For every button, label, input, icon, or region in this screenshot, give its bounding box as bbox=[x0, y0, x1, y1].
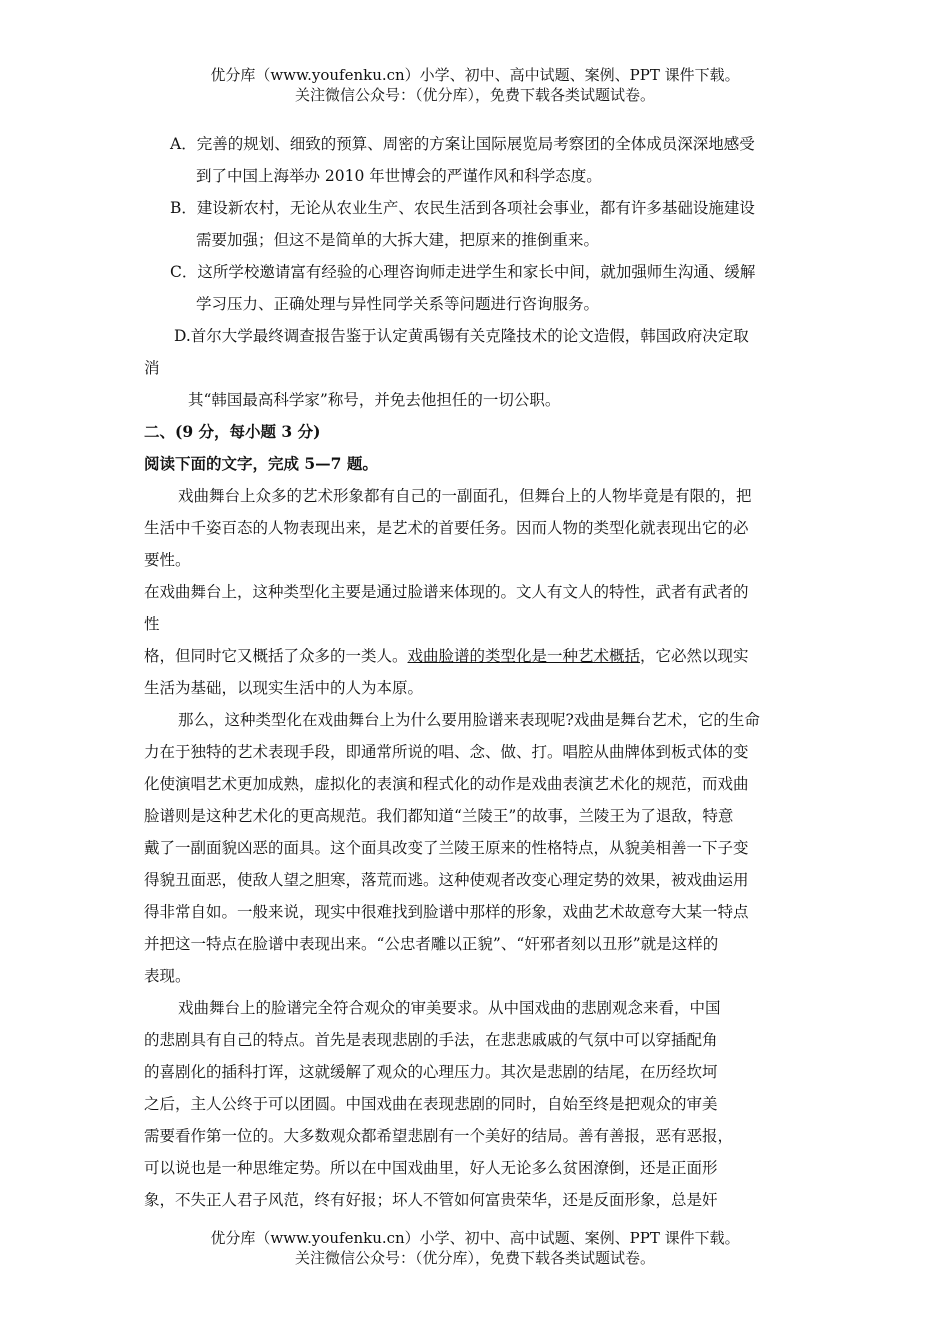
footer-line-1: 优分库（www.youfenku.cn）小学、初中、高中试题、案例、PPT 课件下载。 bbox=[210, 1229, 740, 1247]
option-a-line-1: 完善的规划、细致的预算、周密的方案让国际展览局考察团的全体成员深深地感受 bbox=[196, 135, 755, 153]
p3-line-8: 并把这一特点在脸谱中表现出来。“公忠者雕以正貌”、“奸邪者刻以丑形”就是这样的 bbox=[144, 935, 719, 953]
p4-line-3: 的喜剧化的插科打诨，这就缓解了观众的心理压力。其次是悲剧的结尾，在历经坎坷 bbox=[144, 1063, 718, 1081]
p1-line-1: 戏曲舞台上众多的艺术形象都有自己的一副面孔，但舞台上的人物毕竟是有限的，把 bbox=[178, 487, 752, 505]
p4-line-2: 的悲剧具有自己的特点。首先是表现悲剧的手法，在悲悲戚戚的气氛中可以穿插配角 bbox=[144, 1031, 718, 1049]
p3-line-1: 那么，这种类型化在戏曲舞台上为什么要用脸谱来表现呢?戏曲是舞台艺术，它的生命 bbox=[178, 711, 760, 729]
underlined-sentence: 戏曲脸谱的类型化是一种艺术概括 bbox=[407, 647, 641, 665]
p2-line-3 bbox=[144, 640, 810, 672]
option-c bbox=[144, 256, 810, 288]
header-line-1: 优分库（www.youfenku.cn）小学、初中、高中试题、案例、PPT 课件下载。 bbox=[210, 66, 740, 84]
option-b-label: B． bbox=[170, 199, 197, 217]
p1-line-2: 生活中千姿百态的人物表现出来，是艺术的首要任务。因而人物的类型化就表现出它的必 bbox=[144, 519, 749, 537]
p4-line-4: 之后，主人公终于可以团圆。中国戏曲在表现悲剧的同时，自始至终是把观众的审美 bbox=[144, 1095, 718, 1113]
footer-line-2: 关注微信公众号：（优分库），免费下载各类试题试卷。 bbox=[294, 1249, 655, 1267]
p3-line-2: 力在于独特的艺术表现手段，即通常所说的唱、念、做、打。唱腔从曲牌体到板式体的变 bbox=[144, 743, 749, 761]
p2-line-1: 在戏曲舞台上，这种类型化主要是通过脸谱来体现的。文人有文人的特性，武者有武者的 bbox=[144, 583, 749, 601]
option-b-line-2: 需要加强；但这不是简单的大拆大建，把原来的推倒重来。 bbox=[196, 231, 600, 249]
p4-line-1: 戏曲舞台上的脸谱完全符合观众的审美要求。从中国戏曲的悲剧观念来看，中国 bbox=[178, 999, 721, 1017]
option-b-line-1: 建设新农村，无论从农业生产、农民生活到各项社会事业，都有许多基础设施建设 bbox=[196, 199, 755, 217]
option-a bbox=[144, 128, 810, 160]
p3-line-7: 得非常自如。一般来说，现实中很难找到脸谱中那样的形象，戏曲艺术故意夸大某一特点 bbox=[144, 903, 749, 921]
page-header bbox=[0, 65, 950, 105]
option-b bbox=[144, 192, 810, 224]
p3-line-6: 得貌丑面恶，使敌人望之胆寒，落荒而逃。这种使观者改变心理定势的效果，被戏曲运用 bbox=[144, 871, 749, 889]
p3-line-3: 化使演唱艺术更加成熟，虚拟化的表演和程式化的动作是戏曲表演艺术化的规范，而戏曲 bbox=[144, 775, 749, 793]
p2-line-2: 性 bbox=[144, 615, 160, 633]
p2-line-4: 生活为基础，以现实生活中的人为本原。 bbox=[144, 679, 424, 697]
p4-line-5: 需要看作第一位的。大多数观众都希望悲剧有一个美好的结局。善有善报，恶有恶报， bbox=[144, 1127, 734, 1145]
option-c-line-2: 学习压力、正确处理与异性同学关系等问题进行咨询服务。 bbox=[196, 295, 600, 313]
p3-line-5: 戴了一副面貌凶恶的面具。这个面具改变了兰陵王原来的性格特点，从貌美相善一下子变 bbox=[144, 839, 749, 857]
option-d-line-1: D.首尔大学最终调查报告鉴于认定黄禹锡有关克隆技术的论文造假，韩国政府决定取 bbox=[174, 327, 749, 345]
p4-line-6: 可以说也是一种思维定势。所以在中国戏曲里，好人无论多么贫困潦倒，还是正面形 bbox=[144, 1159, 718, 1177]
document-body bbox=[144, 128, 810, 1216]
option-c-label: C． bbox=[170, 263, 198, 281]
p2-line-3-start: 格，但同时它又概括了众多的一类人。 bbox=[144, 647, 408, 665]
option-c-line-1: 这所学校邀请富有经验的心理咨询师走进学生和家长中间，就加强师生沟通、缓解 bbox=[197, 263, 756, 281]
option-a-line-2: 到了中国上海举办 2010 年世博会的严谨作风和科学态度。 bbox=[196, 167, 602, 185]
p2-line-3-end: ，它必然以现实 bbox=[640, 647, 749, 665]
p3-line-4: 脸谱则是这种艺术化的更高规范。我们都知道“兰陵王”的故事，兰陵王为了退敌，特意 bbox=[144, 807, 734, 825]
p3-line-9: 表现。 bbox=[144, 967, 191, 985]
header-line-2: 关注微信公众号：（优分库），免费下载各类试题试卷。 bbox=[294, 86, 655, 104]
option-d-line-3: 其“韩国最高科学家”称号，并免去他担任的一切公职。 bbox=[188, 391, 561, 409]
section-instruction: 阅读下面的文字，完成 5—7 题。 bbox=[144, 454, 378, 473]
option-d-line-2: 消 bbox=[144, 359, 160, 377]
p4-line-7: 象，不失正人君子风范，终有好报；坏人不管如何富贵荣华，还是反面形象，总是奸 bbox=[144, 1191, 718, 1209]
page-footer bbox=[0, 1228, 950, 1268]
p1-line-3: 要性。 bbox=[144, 551, 191, 569]
section-title: 二、(9 分，每小题 3 分) bbox=[144, 422, 321, 441]
option-a-label: A． bbox=[170, 135, 197, 153]
